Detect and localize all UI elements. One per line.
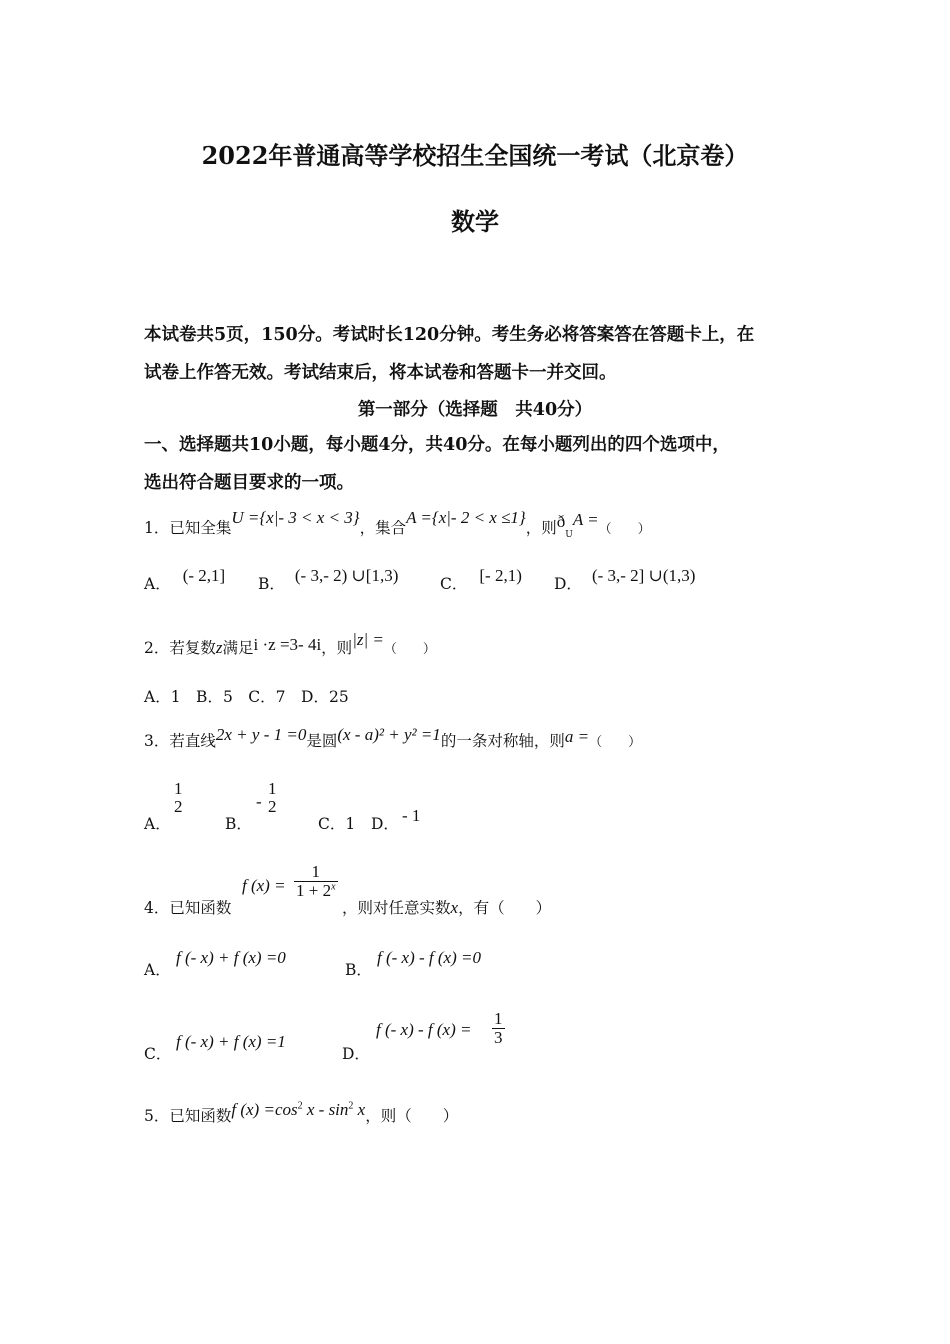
q4-var-x: x [450, 898, 459, 917]
q1-option-b-value: (- 3,- 2) ∪[1,3) [294, 566, 399, 585]
q3-option-a-label: A． [144, 815, 171, 833]
q1-option-a-label: A． [144, 575, 171, 593]
q1-option-c [440, 566, 522, 594]
q2-stem-a: 2．若复数 [144, 639, 216, 657]
q4-option-b-value: f (- x) - f (x) =0 [377, 948, 481, 967]
q1-answer-paren: （ ） [598, 522, 651, 537]
q1-stem-c: ，则 [525, 519, 557, 537]
q4-fx: f (x) = [242, 876, 286, 895]
q4-option-d-fraction [492, 1010, 505, 1047]
q2-answer-paren: （ ） [383, 642, 436, 657]
q4-stem-a: 4．已知函数 [144, 899, 232, 917]
q3-option-b-fraction [266, 780, 279, 816]
q4-option-a-label: A． [144, 961, 171, 979]
section-line-2: 选出符合题目要求的一项。 [144, 473, 354, 493]
q5-mid: x - sin [302, 1100, 349, 1119]
q5-sup-1: 2 [297, 1100, 303, 1112]
exam-title: 2022年普通高等学校招生全国统一考试（北京卷） [201, 141, 749, 170]
q3-option-a-fraction [172, 780, 185, 816]
q1-option-a [144, 566, 226, 594]
q1-complement-arg: A = [572, 510, 599, 529]
q5-tail: x [353, 1100, 366, 1119]
q2-equation: i ·z =3- 4i [253, 635, 322, 654]
q4-option-c-label: C． [144, 1045, 172, 1063]
q1-option-b [258, 566, 399, 594]
q3-option-c: C．1 [318, 815, 356, 833]
q4-stem-c: ，有（ ） [458, 899, 552, 917]
q4-stem-b: ，则对任意实数 [342, 899, 451, 917]
q3-option-d-value: - 1 [402, 806, 421, 825]
q3-option-b-sign: - [256, 792, 262, 811]
q3-stem-b: 是圆 [306, 732, 338, 750]
q2-var-z: z [215, 638, 223, 657]
q4-opt-d-num: 1 [494, 1009, 503, 1028]
q1-option-c-label: C． [440, 575, 468, 593]
q1-set-a: A ={x|- 2 < x ≤1} [406, 508, 526, 527]
q5-stem-a: 5．已知函数 [144, 1107, 232, 1125]
q4-option-c-value: f (- x) + f (x) =1 [176, 1032, 286, 1051]
q1-set-u: U ={x|- 3 < x < 3} [231, 508, 360, 527]
q3-option-b-label: B． [225, 815, 252, 833]
q5-sup-2: 2 [348, 1100, 354, 1112]
q2-stem-b: 满足 [222, 639, 254, 657]
q4-frac-den: 1 + 2 [296, 880, 332, 900]
q1-option-d-label: D． [554, 575, 582, 593]
q4-frac-num: 1 [311, 862, 321, 881]
question-1-stem [144, 508, 651, 541]
q4-stem-rest [342, 896, 551, 918]
q4-frac-den-sup: x [331, 881, 336, 893]
section-line-1: 一、选择题共10小题，每小题4分，共40分。在每小题列出的四个选项中， [144, 435, 730, 455]
q4-option-b-label: B． [345, 961, 372, 979]
q3-answer-paren: （ ） [589, 735, 642, 750]
instructions-line-1: 本试卷共5页，150分。考试时长120分钟。考生务必将答案答在答题卡上，在 [144, 325, 755, 345]
subject-title: 数学 [451, 207, 499, 236]
q2-abs-z: |z| = [352, 630, 384, 649]
q4-option-d-label: D． [342, 1045, 370, 1063]
q1-option-b-label: B． [258, 575, 285, 593]
q3-opt-a-num: 1 [174, 779, 183, 798]
q1-stem-a: 1．已知全集 [144, 519, 232, 537]
q5-stem-b: ，则（ ） [365, 1107, 459, 1125]
q4-option-d-value: f (- x) - f (x) = [376, 1020, 472, 1039]
q1-option-c-value: [- 2,1) [479, 566, 522, 585]
q3-opt-a-den: 2 [174, 796, 183, 816]
q5-fx: f (x) =cos [231, 1100, 298, 1119]
q1-option-a-value: (- 2,1] [182, 566, 226, 585]
q2-stem-c: ，则 [321, 639, 353, 657]
q4-fraction [294, 863, 338, 900]
q3-opt-b-den: 2 [268, 796, 277, 816]
q3-stem-c: 的一条对称轴，则 [440, 732, 565, 750]
question-2-stem [144, 630, 436, 658]
part-heading: 第一部分（选择题 共40分） [357, 400, 593, 420]
q1-option-d [554, 566, 696, 594]
q2-options: A．1 B．5 C．7 D．25 [144, 688, 349, 706]
question-5-stem [144, 1100, 459, 1126]
q3-line-equation: 2x + y - 1 =0 [215, 725, 307, 744]
q3-stem-a: 3．若直线 [144, 732, 216, 750]
complement-subscript: U [565, 530, 573, 541]
q4-opt-d-den: 3 [494, 1027, 503, 1047]
complement-symbol: ð [556, 512, 566, 531]
q3-circle-equation: (x - a)² + y² =1 [337, 725, 441, 744]
q1-option-d-value: (- 3,- 2] ∪(1,3) [591, 566, 696, 585]
q3-opt-b-num: 1 [268, 779, 277, 798]
question-3-stem [144, 725, 642, 751]
q4-option-a-value: f (- x) + f (x) =0 [176, 948, 286, 967]
q3-var-a: a = [564, 727, 590, 746]
q3-option-d-label: D． [371, 815, 399, 833]
q1-stem-b: ，集合 [359, 519, 407, 537]
instructions-line-2: 试卷上作答无效。考试结束后，将本试卷和答题卡一并交回。 [144, 363, 617, 383]
